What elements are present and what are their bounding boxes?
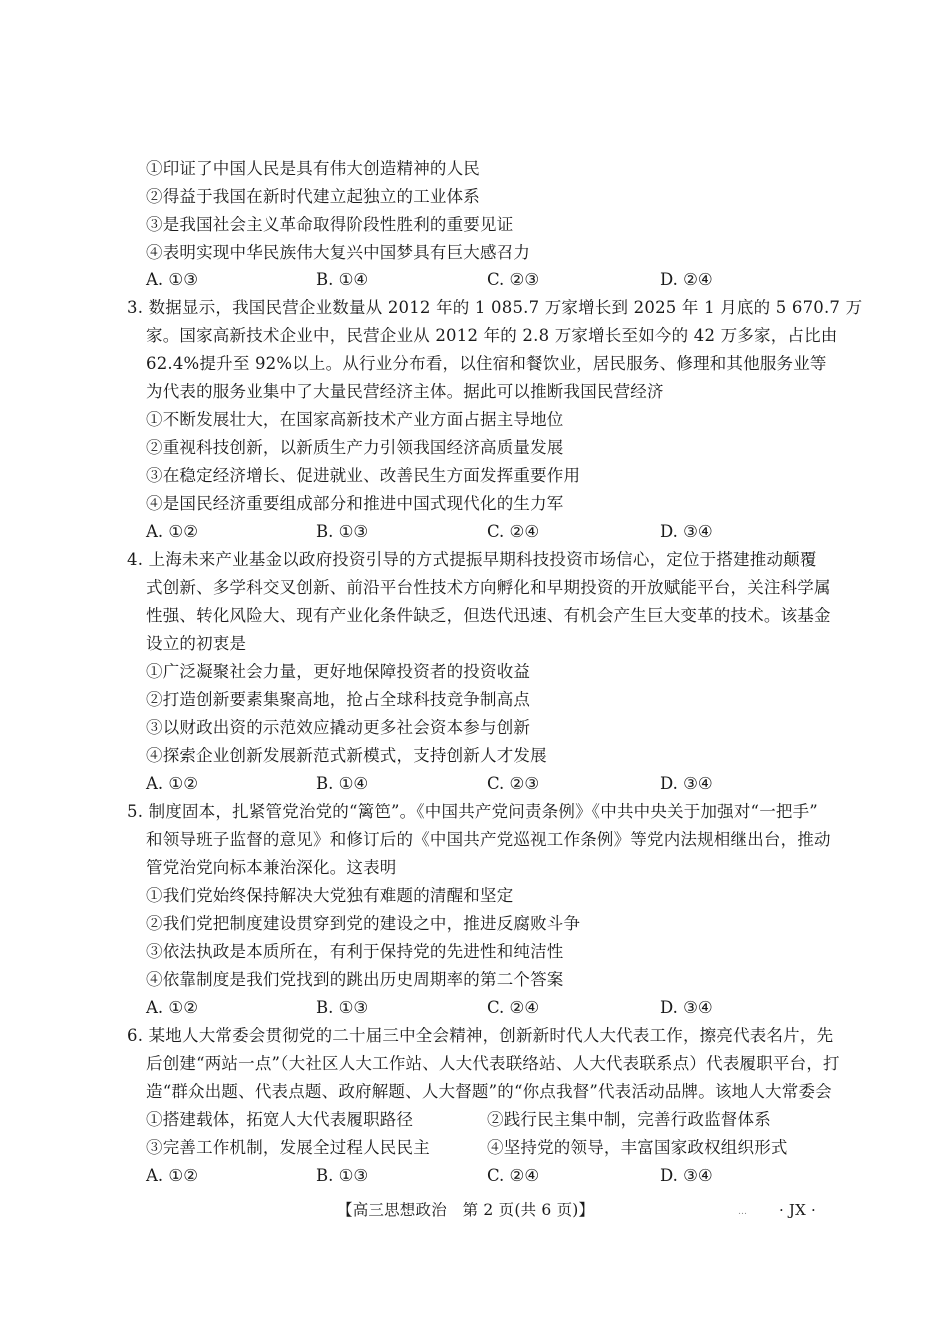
q6-option-c: C. ②④ [487,1166,540,1185]
q3-stem-line-3: 62.4%提升至 92%以上。从行业分布看，以住宿和餐饮业，居民服务、修理和其他服务业等 [146,354,827,373]
q6-stem-line-3: 造“群众出题、代表点题、政府解题、人大督题”的“你点我督”代表活动品牌。该地人大常委会 [146,1082,832,1101]
q5-stem-line-2: 和领导班子监督的意见》和修订后的《中国共产党巡视工作条例》等党内法规相继出台，推动 [146,830,831,849]
q3-option-c: C. ②④ [487,522,540,541]
q2-item-1: ①印证了中国人民是具有伟大创造精神的人民 [146,159,480,178]
q4-stem-line-2: 式创新、多学科交叉创新、前沿平台性技术方向孵化和早期投资的开放赋能平台，关注科学属 [146,578,831,597]
q6-option-a: A. ①② [146,1166,198,1185]
footer-code: · JX · [779,1201,816,1219]
q4-option-d: D. ③④ [660,774,713,793]
footer-title: 【高三思想政治 第 2 页(共 6 页)】 [337,1201,595,1219]
q3-item-1: ①不断发展壮大，在国家高新技术产业方面占据主导地位 [146,410,564,429]
q5-option-b: B. ①③ [316,998,369,1017]
q6-stem-line-2: 后创建“两站一点”（大社区人大工作站、人大代表联络站、人大代表联系点）代表履职平台，打 [146,1054,840,1073]
q3-stem-line-1: 3. 数据显示，我国民营企业数量从 2012 年的 1 085.7 万家增长到 2025 年 1 月底的 5 670.7 万 [127,298,863,317]
q2-option-d: D. ②④ [660,270,713,289]
q5-item-4: ④依靠制度是我们党找到的跳出历史周期率的第二个答案 [146,970,564,989]
q5-stem-line-3: 管党治党向标本兼治深化。这表明 [146,858,397,877]
q4-option-b: B. ①④ [316,774,369,793]
footer-dots: … [738,1207,748,1217]
q6-option-d: D. ③④ [660,1166,713,1185]
q4-stem-line-3: 性强、转化风险大、现有产业化条件缺乏，但迭代迅速、有机会产生巨大变革的技术。该基金 [146,606,831,625]
q3-option-d: D. ③④ [660,522,713,541]
q6-option-b: B. ①③ [316,1166,369,1185]
q6-item-1: ①搭建载体，拓宽人大代表履职路径 [146,1110,414,1129]
q4-option-c: C. ②③ [487,774,540,793]
q3-stem-line-2: 家。国家高新技术企业中，民营企业从 2012 年的 2.8 万家增长至如今的 42 万多家，占比由 [146,326,838,345]
q5-option-c: C. ②④ [487,998,540,1017]
q3-item-2: ②重视科技创新，以新质生产力引领我国经济高质量发展 [146,438,564,457]
q2-item-3: ③是我国社会主义革命取得阶段性胜利的重要见证 [146,215,514,234]
q6-item-4: ④坚持党的领导，丰富国家政权组织形式 [487,1138,788,1157]
q5-item-2: ②我们党把制度建设贯穿到党的建设之中，推进反腐败斗争 [146,914,581,933]
q4-item-3: ③以财政出资的示范效应撬动更多社会资本参与创新 [146,718,531,737]
q2-option-b: B. ①④ [316,270,369,289]
q4-item-2: ②打造创新要素集聚高地，抢占全球科技竞争制高点 [146,690,531,709]
q2-option-c: C. ②③ [487,270,540,289]
q2-option-a: A. ①③ [146,270,198,289]
q4-stem-line-4: 设立的初衷是 [146,634,247,653]
q3-stem-line-4: 为代表的服务业集中了大量民营经济主体。据此可以推断我国民营经济 [146,382,664,401]
q4-item-1: ①广泛凝聚社会力量，更好地保障投资者的投资收益 [146,662,531,681]
q3-item-4: ④是国民经济重要组成部分和推进中国式现代化的生力军 [146,494,564,513]
q5-item-1: ①我们党始终保持解决大党独有难题的清醒和坚定 [146,886,514,905]
q6-stem-line-1: 6. 某地人大常委会贯彻党的二十届三中全会精神，创新新时代人大代表工作，擦亮代表名片，先 [127,1026,834,1045]
q5-stem-line-1: 5. 制度固本，扎紧管党治党的“篱笆”。《中国共产党问责条例》《中共中央关于加强对“一把手” [127,802,818,821]
q3-option-b: B. ①③ [316,522,369,541]
q5-item-3: ③依法执政是本质所在，有利于保持党的先进性和纯洁性 [146,942,564,961]
q6-item-2: ②践行民主集中制，完善行政监督体系 [487,1110,771,1129]
q2-item-2: ②得益于我国在新时代建立起独立的工业体系 [146,187,480,206]
q3-option-a: A. ①② [146,522,198,541]
q4-option-a: A. ①② [146,774,198,793]
q4-item-4: ④探索企业创新发展新范式新模式，支持创新人才发展 [146,746,547,765]
q4-stem-line-1: 4. 上海未来产业基金以政府投资引导的方式提振早期科技投资市场信心，定位于搭建推动颠覆 [127,550,817,569]
q3-item-3: ③在稳定经济增长、促进就业、改善民生方面发挥重要作用 [146,466,581,485]
q5-option-a: A. ①② [146,998,198,1017]
q6-item-3: ③完善工作机制，发展全过程人民民主 [146,1138,430,1157]
q5-option-d: D. ③④ [660,998,713,1017]
q2-item-4: ④表明实现中华民族伟大复兴中国梦具有巨大感召力 [146,243,531,262]
